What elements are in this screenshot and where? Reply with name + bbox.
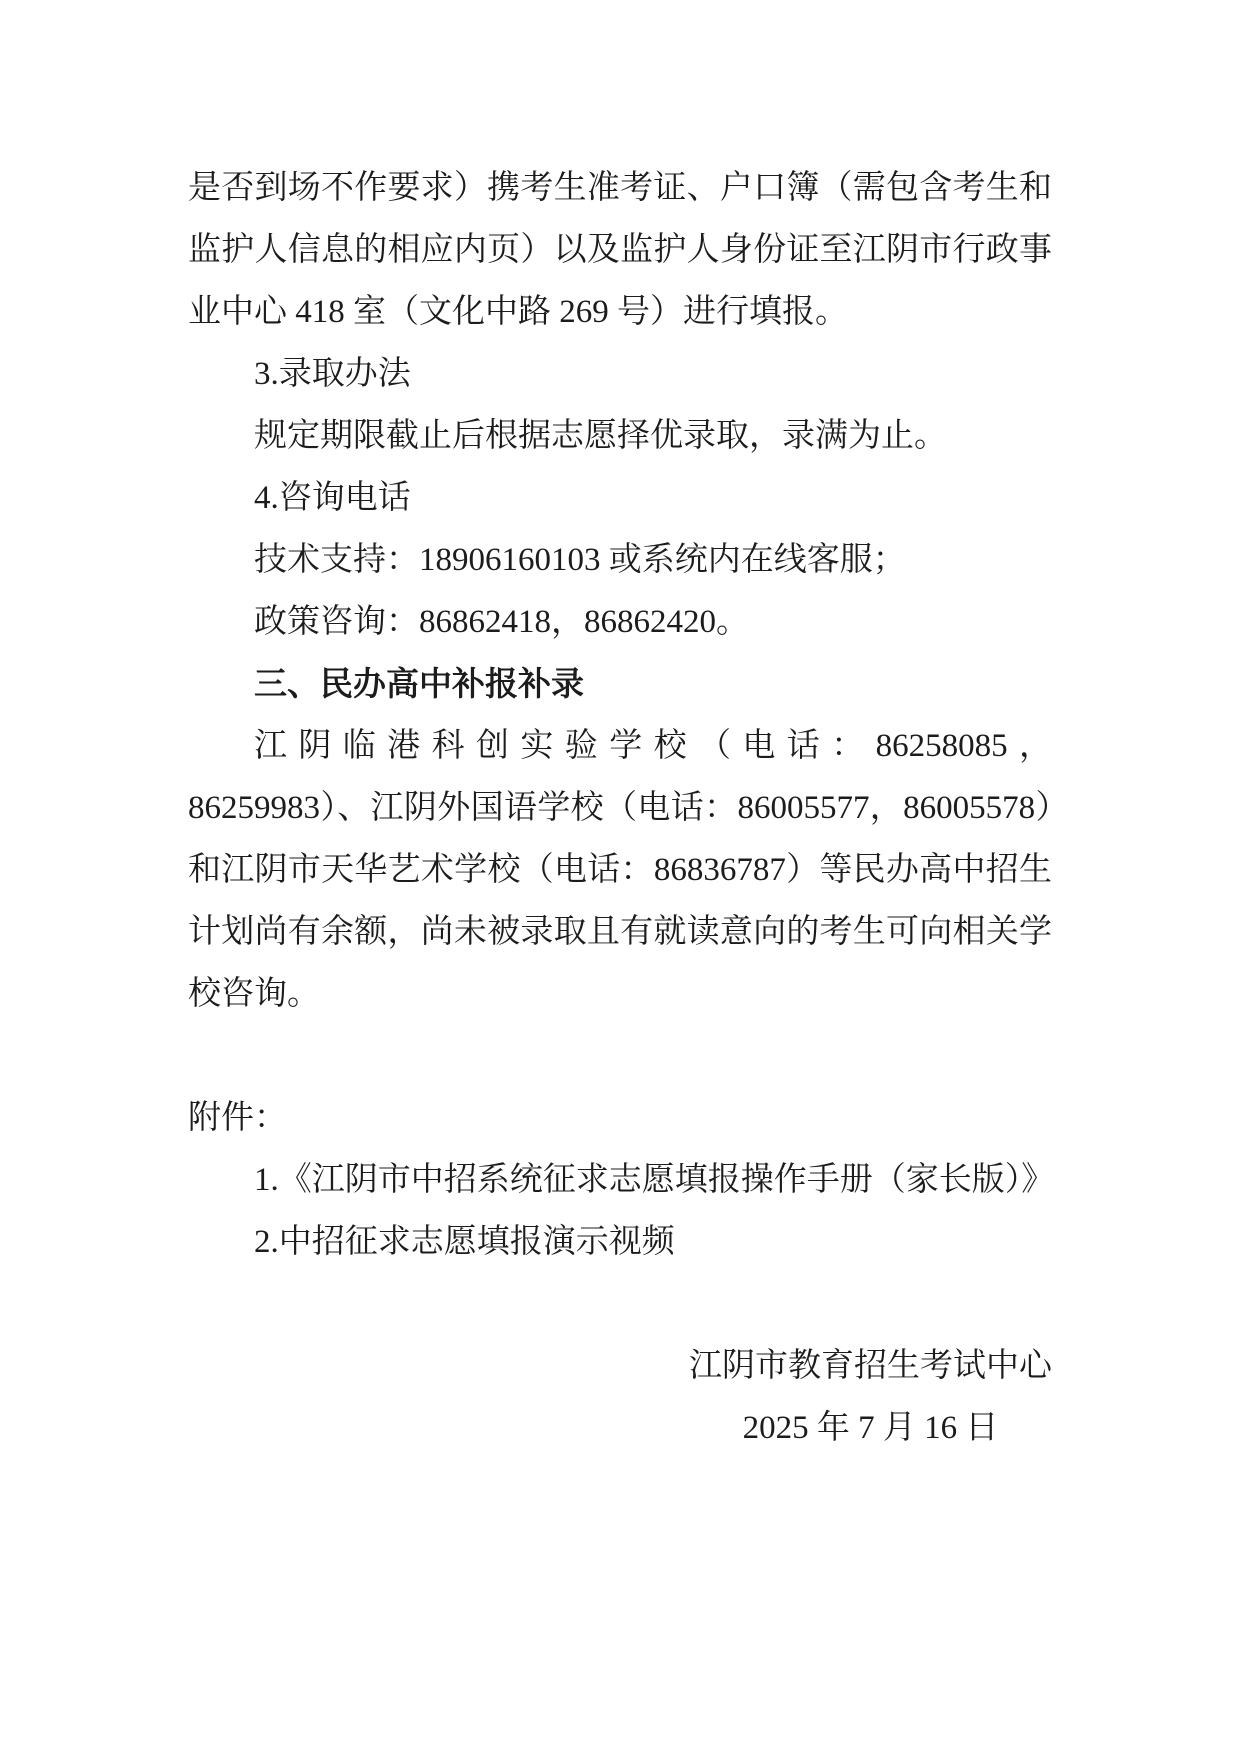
- signature-date: 2025 年 7 月 16 日: [742, 1410, 999, 1446]
- signature-inner: [689, 1335, 1052, 1459]
- continuation-paragraph: 是否到场不作要求）携考生准考证、户口簿（需包含考生和监护人信息的相应内页）以及监护人身份证至江阴市行政事业中心 418 室（文化中路 269 号）进行填报。: [188, 170, 1052, 330]
- tech-support-line: 技术支持：18906160103 或系统内在线客服；: [254, 542, 906, 578]
- item4-title: 4.咨询电话: [254, 480, 411, 516]
- signature-org: 江阴市教育招生考试中心: [689, 1348, 1052, 1384]
- policy-consult-line: 政策咨询：86862418，86862420。: [254, 604, 749, 640]
- section3-heading: 三、民办高中补报补录: [254, 665, 584, 702]
- attachment-item-2: 2.中招征求志愿填报演示视频: [254, 1224, 675, 1260]
- attachment-item-1: 1.《江阴市中招系统征求志愿填报操作手册（家长版）》: [254, 1162, 1055, 1198]
- signature-block: [188, 1335, 1052, 1459]
- item3-body: 规定期限截止后根据志愿择优录取，录满为止。: [254, 418, 947, 454]
- attachments-label: 附件：: [188, 1100, 287, 1136]
- section3-body: 江阴临港科创实验学校（电话：86258085，86259983）、江阴外国语学校（电话：86005577，86005578）和江阴市天华艺术学校（电话：86836787）等民办高中招生计划尚有余额，尚未被录取且有就读意向的考生可向相关学校咨询。: [188, 728, 1052, 1012]
- blank-line: [188, 1025, 1052, 1087]
- blank-line: [188, 1273, 1052, 1335]
- item3-title: 3.录取办法: [254, 356, 411, 392]
- document-body: [188, 157, 1055, 1459]
